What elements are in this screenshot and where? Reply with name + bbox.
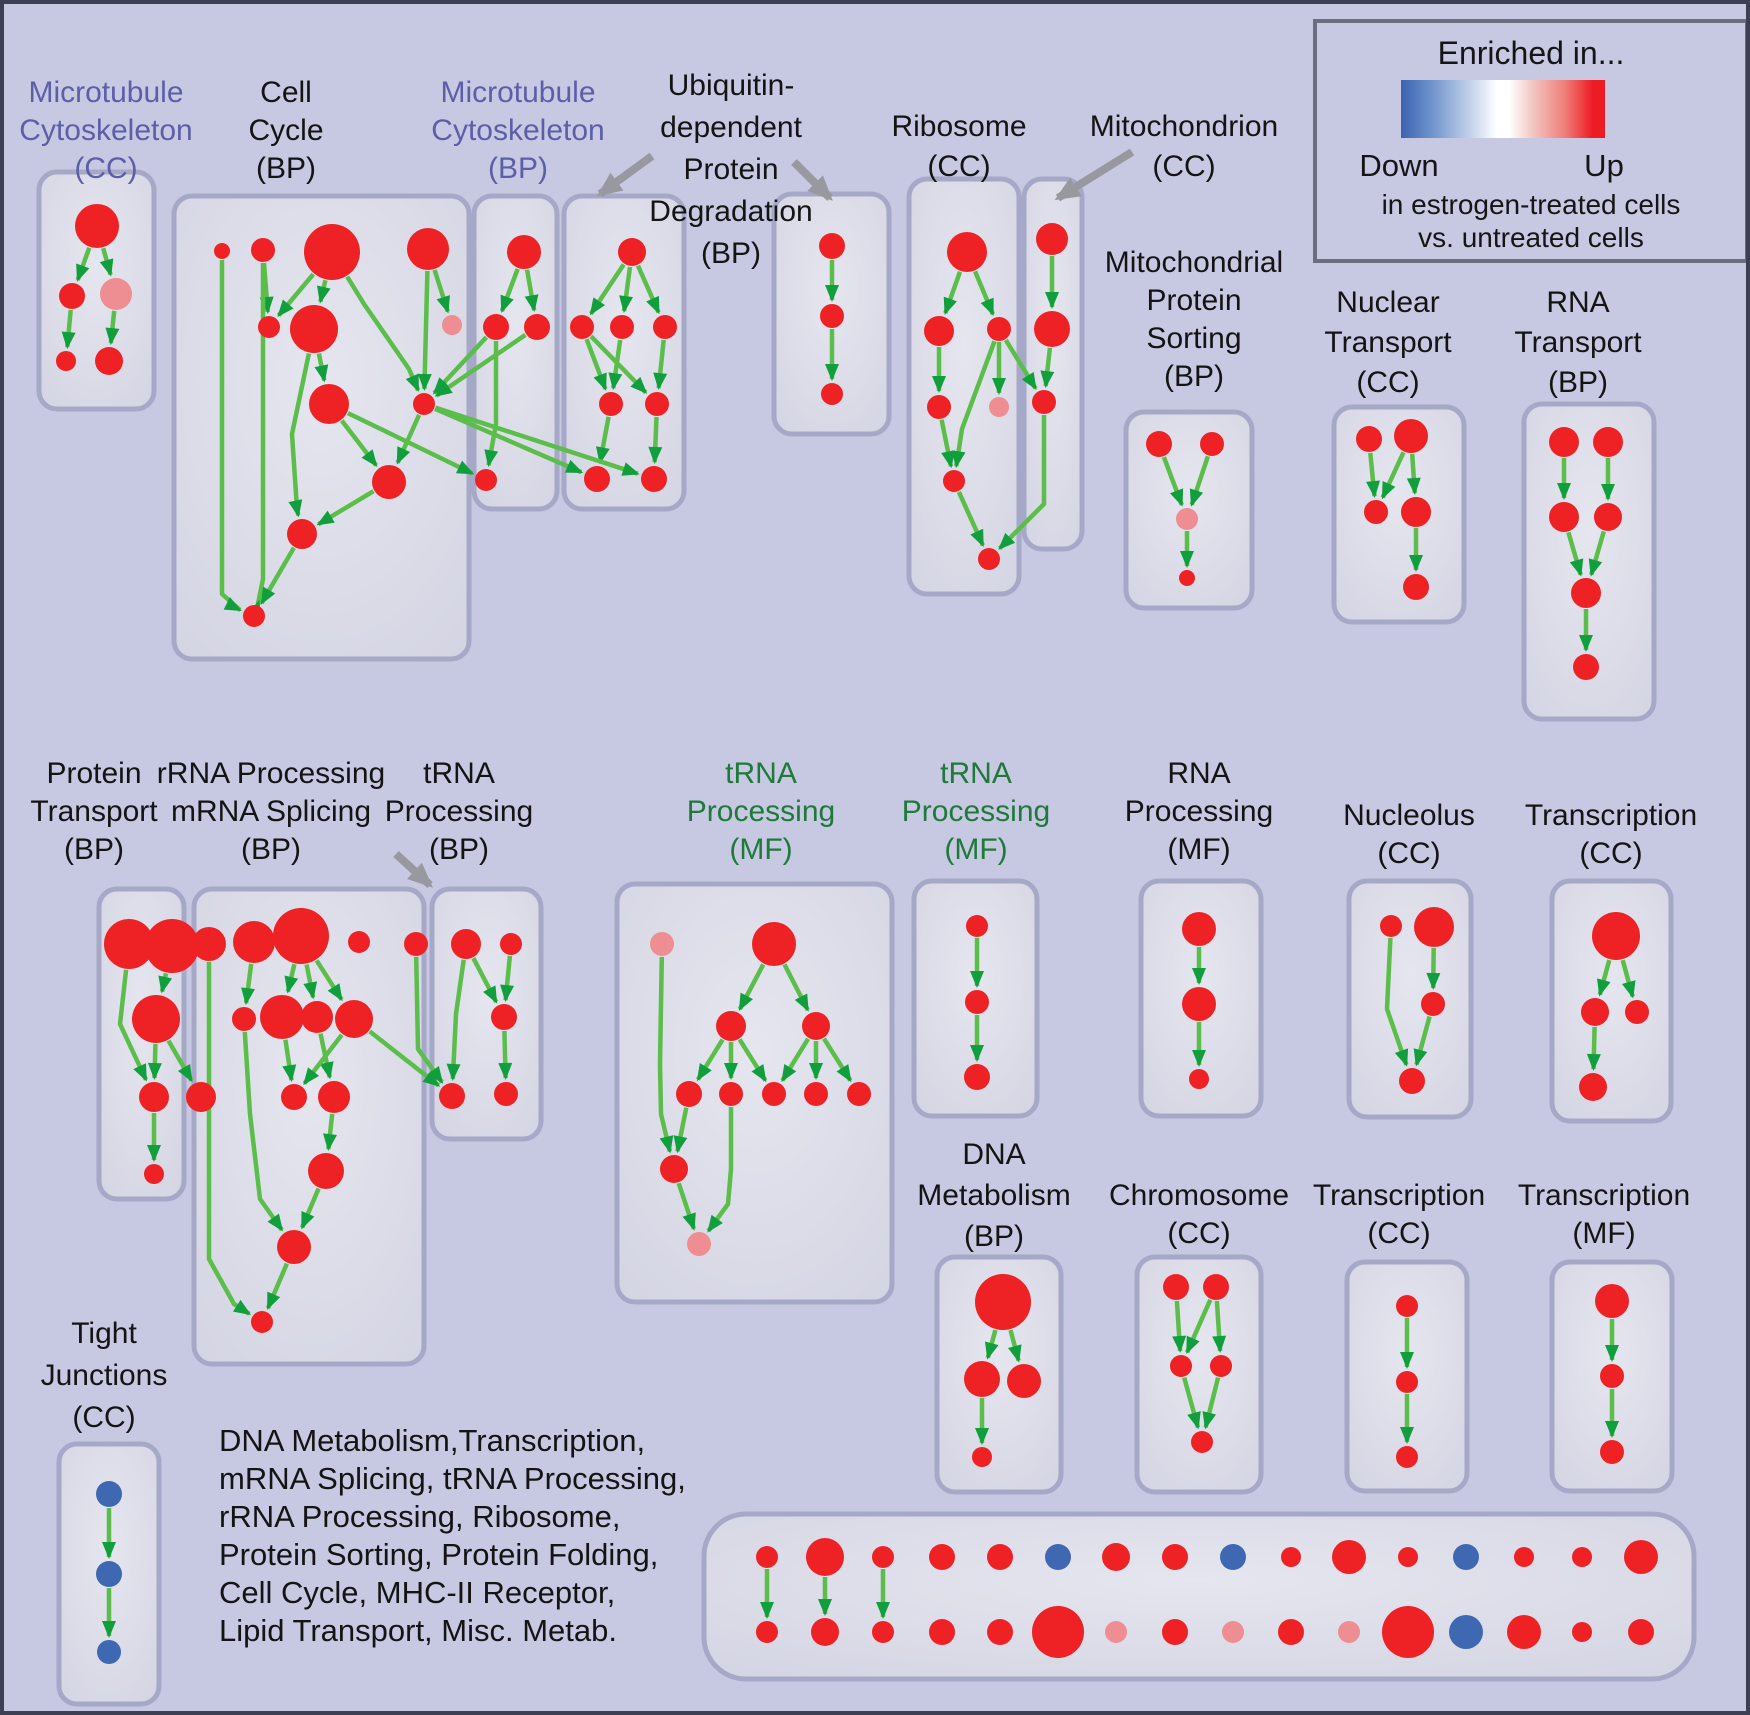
go-term-node xyxy=(1507,1615,1541,1649)
go-term-node xyxy=(1200,432,1224,456)
go-term-node xyxy=(1356,426,1382,452)
go-term-node xyxy=(1220,1544,1246,1570)
go-term-node xyxy=(584,466,610,492)
go-term-node xyxy=(186,1082,216,1112)
trna-label: tRNA Processing (BP) xyxy=(384,757,534,866)
go-term-node xyxy=(570,315,594,339)
go-term-node xyxy=(273,908,329,964)
go-term-node xyxy=(251,238,275,262)
go-term-node xyxy=(1399,1068,1425,1094)
edge-arrow xyxy=(1412,454,1415,493)
go-term-node xyxy=(491,1004,517,1030)
go-term-node xyxy=(989,397,1009,417)
dnam-label: DNA Metabolism (BP) xyxy=(917,1138,1071,1253)
go-term-node xyxy=(987,1619,1013,1645)
go-term-node xyxy=(308,1153,344,1189)
go-term-node xyxy=(144,1164,164,1184)
go-term-node xyxy=(1191,1431,1213,1453)
go-term-node xyxy=(1176,508,1198,530)
go-term-node xyxy=(1401,497,1431,527)
go-term-node xyxy=(756,1546,778,1568)
go-term-node xyxy=(1281,1547,1301,1567)
go-term-node xyxy=(927,395,951,419)
edge-arrow xyxy=(655,417,657,462)
tmf-label: tRNA Processing (MF) xyxy=(686,757,836,866)
ub-label: Ubiquitin- dependent Protein Degradation (BP) xyxy=(649,69,813,270)
go-term-node xyxy=(1338,1621,1360,1643)
go-term-node xyxy=(1600,1440,1624,1464)
go-term-node xyxy=(1579,1073,1607,1101)
go-term-node xyxy=(494,1082,518,1106)
go-term-node xyxy=(819,233,845,259)
edge-arrow xyxy=(1217,1301,1220,1351)
go-term-node xyxy=(1593,427,1623,457)
go-term-node xyxy=(335,1000,373,1038)
go-term-node xyxy=(75,204,119,248)
edge-arrow xyxy=(1177,1301,1180,1351)
go-term-node xyxy=(96,1481,122,1507)
go-term-node xyxy=(287,519,317,549)
go-term-node xyxy=(978,548,1000,570)
go-term-node xyxy=(1414,907,1454,947)
go-term-node xyxy=(987,1544,1013,1570)
legend-gradient-bar xyxy=(1401,80,1605,138)
go-term-node xyxy=(232,1007,256,1031)
go-term-node xyxy=(1571,578,1601,608)
go-term-node xyxy=(404,932,428,956)
go-term-node xyxy=(1549,502,1579,532)
go-term-node xyxy=(947,232,987,272)
mito-label: Mitochondrion (CC) xyxy=(1089,110,1279,183)
go-term-node xyxy=(1179,570,1195,586)
go-term-node xyxy=(653,315,677,339)
go-term-node xyxy=(97,1640,121,1664)
go-term-node xyxy=(507,235,541,269)
nt-label: Nuclear Transport (CC) xyxy=(1324,286,1452,399)
go-term-node xyxy=(966,915,988,937)
misc-text-line: mRNA Splicing, tRNA Processing, xyxy=(219,1461,686,1496)
go-term-node xyxy=(1102,1543,1130,1571)
go-term-node xyxy=(1162,1619,1188,1645)
go-term-node xyxy=(610,315,634,339)
go-term-node xyxy=(847,1082,871,1106)
legend-subtitle-line1: in estrogen-treated cells xyxy=(1381,189,1681,220)
go-term-node xyxy=(132,995,180,1043)
go-term-node xyxy=(1045,1544,1071,1570)
go-term-node xyxy=(752,922,796,966)
go-term-node xyxy=(1549,427,1579,457)
go-term-node xyxy=(1421,992,1445,1016)
go-term-node xyxy=(719,1082,743,1106)
go-term-node xyxy=(1595,1284,1629,1318)
nuc-label: Nucleolus (CC) xyxy=(1343,799,1475,870)
go-term-node xyxy=(1396,1446,1418,1468)
go-term-node xyxy=(1007,1364,1041,1398)
go-term-node xyxy=(281,1084,307,1110)
go-term-node xyxy=(1182,987,1216,1021)
go-term-node xyxy=(1403,574,1429,600)
go-term-node xyxy=(964,1361,1000,1397)
tmfb-label: Transcription (MF) xyxy=(1517,1179,1691,1250)
tcc-label: Transcription (CC) xyxy=(1524,799,1698,870)
go-term-node xyxy=(1396,1371,1418,1393)
go-term-node xyxy=(1032,1606,1084,1658)
cluster-box-chr xyxy=(1137,1257,1261,1492)
rrna-label: rRNA Processing mRNA Splicing (BP) xyxy=(156,757,386,866)
go-term-node xyxy=(1364,500,1388,524)
go-term-node xyxy=(1034,311,1070,347)
go-term-node xyxy=(1146,431,1172,457)
go-term-node xyxy=(929,1619,955,1645)
go-term-node xyxy=(1628,1619,1654,1645)
go-term-node xyxy=(277,1230,311,1264)
go-term-node xyxy=(524,314,550,340)
go-term-node xyxy=(475,469,497,491)
go-term-node xyxy=(676,1081,702,1107)
go-term-node xyxy=(1189,1069,1209,1089)
legend-subtitle-line2: vs. untreated cells xyxy=(1418,222,1644,253)
misc-text-line: Lipid Transport, Misc. Metab. xyxy=(219,1613,617,1648)
go-term-node xyxy=(987,317,1011,341)
go-term-node xyxy=(483,314,509,340)
go-term-node xyxy=(56,351,76,371)
edge-arrow xyxy=(1594,1027,1595,1069)
go-term-node xyxy=(309,384,349,424)
legend-down-label: Down xyxy=(1359,148,1439,183)
go-term-node xyxy=(924,316,954,346)
misc-text-line: Protein Sorting, Protein Folding, xyxy=(219,1537,659,1572)
go-term-node xyxy=(1036,223,1068,255)
go-term-node xyxy=(650,932,674,956)
go-term-node xyxy=(1594,503,1622,531)
tj-label: Tight Junctions (CC) xyxy=(40,1317,168,1434)
go-term-node xyxy=(1625,1000,1649,1024)
rib-label: Ribosome (CC) xyxy=(891,110,1027,183)
go-term-node xyxy=(318,1081,350,1113)
go-term-node xyxy=(975,1274,1031,1330)
tmf2-label: tRNA Processing (MF) xyxy=(901,757,1051,866)
go-term-node xyxy=(641,466,667,492)
rt-label: RNA Transport (BP) xyxy=(1514,286,1642,399)
go-term-node xyxy=(348,931,370,953)
go-term-node xyxy=(413,393,435,415)
go-term-node xyxy=(802,1012,830,1040)
go-term-node xyxy=(599,392,623,416)
label-pointer-arrow xyxy=(600,156,652,194)
go-term-node xyxy=(301,1001,333,1033)
go-term-node xyxy=(1210,1355,1232,1377)
go-term-node xyxy=(95,347,123,375)
go-term-node xyxy=(290,305,338,353)
chr-label: Chromosome (CC) xyxy=(1108,1179,1290,1250)
go-term-node xyxy=(1396,1295,1418,1317)
go-term-node xyxy=(1203,1274,1229,1300)
go-term-node xyxy=(804,1082,828,1106)
rpmf-label: RNA Processing (MF) xyxy=(1124,757,1274,866)
go-term-node xyxy=(100,278,132,310)
edge-arrow xyxy=(504,1031,505,1078)
go-term-node xyxy=(451,929,481,959)
go-term-node xyxy=(1382,1606,1434,1658)
edge-arrow xyxy=(424,271,427,389)
go-term-node xyxy=(618,238,646,266)
go-term-node xyxy=(762,1082,786,1106)
go-term-node xyxy=(821,383,843,405)
go-term-node xyxy=(756,1621,778,1643)
go-term-node xyxy=(1105,1621,1127,1643)
legend-box xyxy=(1313,19,1749,263)
go-term-node xyxy=(304,224,360,280)
go-term-node xyxy=(1449,1615,1483,1649)
go-term-node xyxy=(1032,390,1056,414)
go-term-node xyxy=(192,927,226,961)
go-term-node xyxy=(1581,998,1609,1026)
go-term-node xyxy=(1600,1364,1624,1388)
legend-title: Enriched in... xyxy=(1437,35,1625,71)
go-term-node xyxy=(1572,1547,1592,1567)
go-term-node xyxy=(139,1082,169,1112)
go-term-node xyxy=(1163,1274,1189,1300)
legend-endpoint-labels xyxy=(1317,148,1745,188)
go-term-node xyxy=(500,933,522,955)
go-term-node xyxy=(1222,1621,1244,1643)
mtbp-label: Microtubule Cytoskeleton (BP) xyxy=(431,76,605,185)
go-term-node xyxy=(439,1083,465,1109)
go-term-node xyxy=(1394,419,1428,453)
go-term-node xyxy=(1624,1540,1658,1574)
mtcc-label: Microtubule Cytoskeleton (CC) xyxy=(19,76,193,185)
misc-text-line: Cell Cycle, MHC-II Receptor, xyxy=(219,1575,616,1610)
misc-text-line: rRNA Processing, Ribosome, xyxy=(219,1499,621,1534)
go-term-node xyxy=(251,1311,273,1333)
go-term-node xyxy=(806,1538,844,1576)
go-term-node xyxy=(965,990,989,1014)
misc-text-line: DNA Metabolism,Transcription, xyxy=(219,1423,646,1458)
go-term-node xyxy=(660,1155,688,1183)
go-term-node xyxy=(214,243,230,259)
go-term-node xyxy=(687,1232,711,1256)
tccb-label: Transcription (CC) xyxy=(1312,1179,1486,1250)
go-term-node xyxy=(1182,912,1216,946)
go-term-node xyxy=(1380,915,1402,937)
edge-arrow xyxy=(1433,948,1434,988)
mps-label: Mitochondrial Protein Sorting (BP) xyxy=(1104,246,1284,393)
edge-arrow xyxy=(155,1044,156,1078)
go-term-node xyxy=(820,304,844,328)
pt-label: Protein Transport (BP) xyxy=(30,757,158,866)
go-term-node xyxy=(233,921,275,963)
go-term-node xyxy=(645,392,669,416)
go-term-node xyxy=(372,465,406,499)
go-term-node xyxy=(1514,1547,1534,1567)
go-term-node xyxy=(260,995,304,1039)
go-term-node xyxy=(964,1064,990,1090)
go-term-node xyxy=(442,315,462,335)
go-term-node xyxy=(258,316,280,338)
go-term-node xyxy=(145,919,199,973)
go-term-node xyxy=(407,228,449,270)
go-term-node xyxy=(1573,654,1599,680)
go-term-node xyxy=(1278,1619,1304,1645)
cc-label: Cell Cycle (BP) xyxy=(248,76,324,185)
go-term-node xyxy=(1398,1547,1418,1567)
misc-cluster-text xyxy=(219,1422,686,1650)
go-term-node xyxy=(811,1618,839,1646)
cluster-box-misc xyxy=(704,1514,1694,1679)
go-term-node xyxy=(929,1544,955,1570)
go-term-node xyxy=(716,1011,746,1041)
go-term-node xyxy=(59,283,85,309)
go-term-node xyxy=(1572,1622,1592,1642)
go-term-node xyxy=(872,1546,894,1568)
go-term-node xyxy=(1162,1544,1188,1570)
go-term-node xyxy=(872,1621,894,1643)
go-term-node xyxy=(1453,1544,1479,1570)
go-term-node xyxy=(96,1561,122,1587)
go-term-node xyxy=(243,605,265,627)
go-term-node xyxy=(943,470,965,492)
legend-up-label: Up xyxy=(1584,148,1624,183)
go-term-node xyxy=(1332,1540,1366,1574)
go-term-node xyxy=(1170,1355,1192,1377)
go-term-node xyxy=(972,1447,992,1467)
go-term-node xyxy=(1592,912,1640,960)
